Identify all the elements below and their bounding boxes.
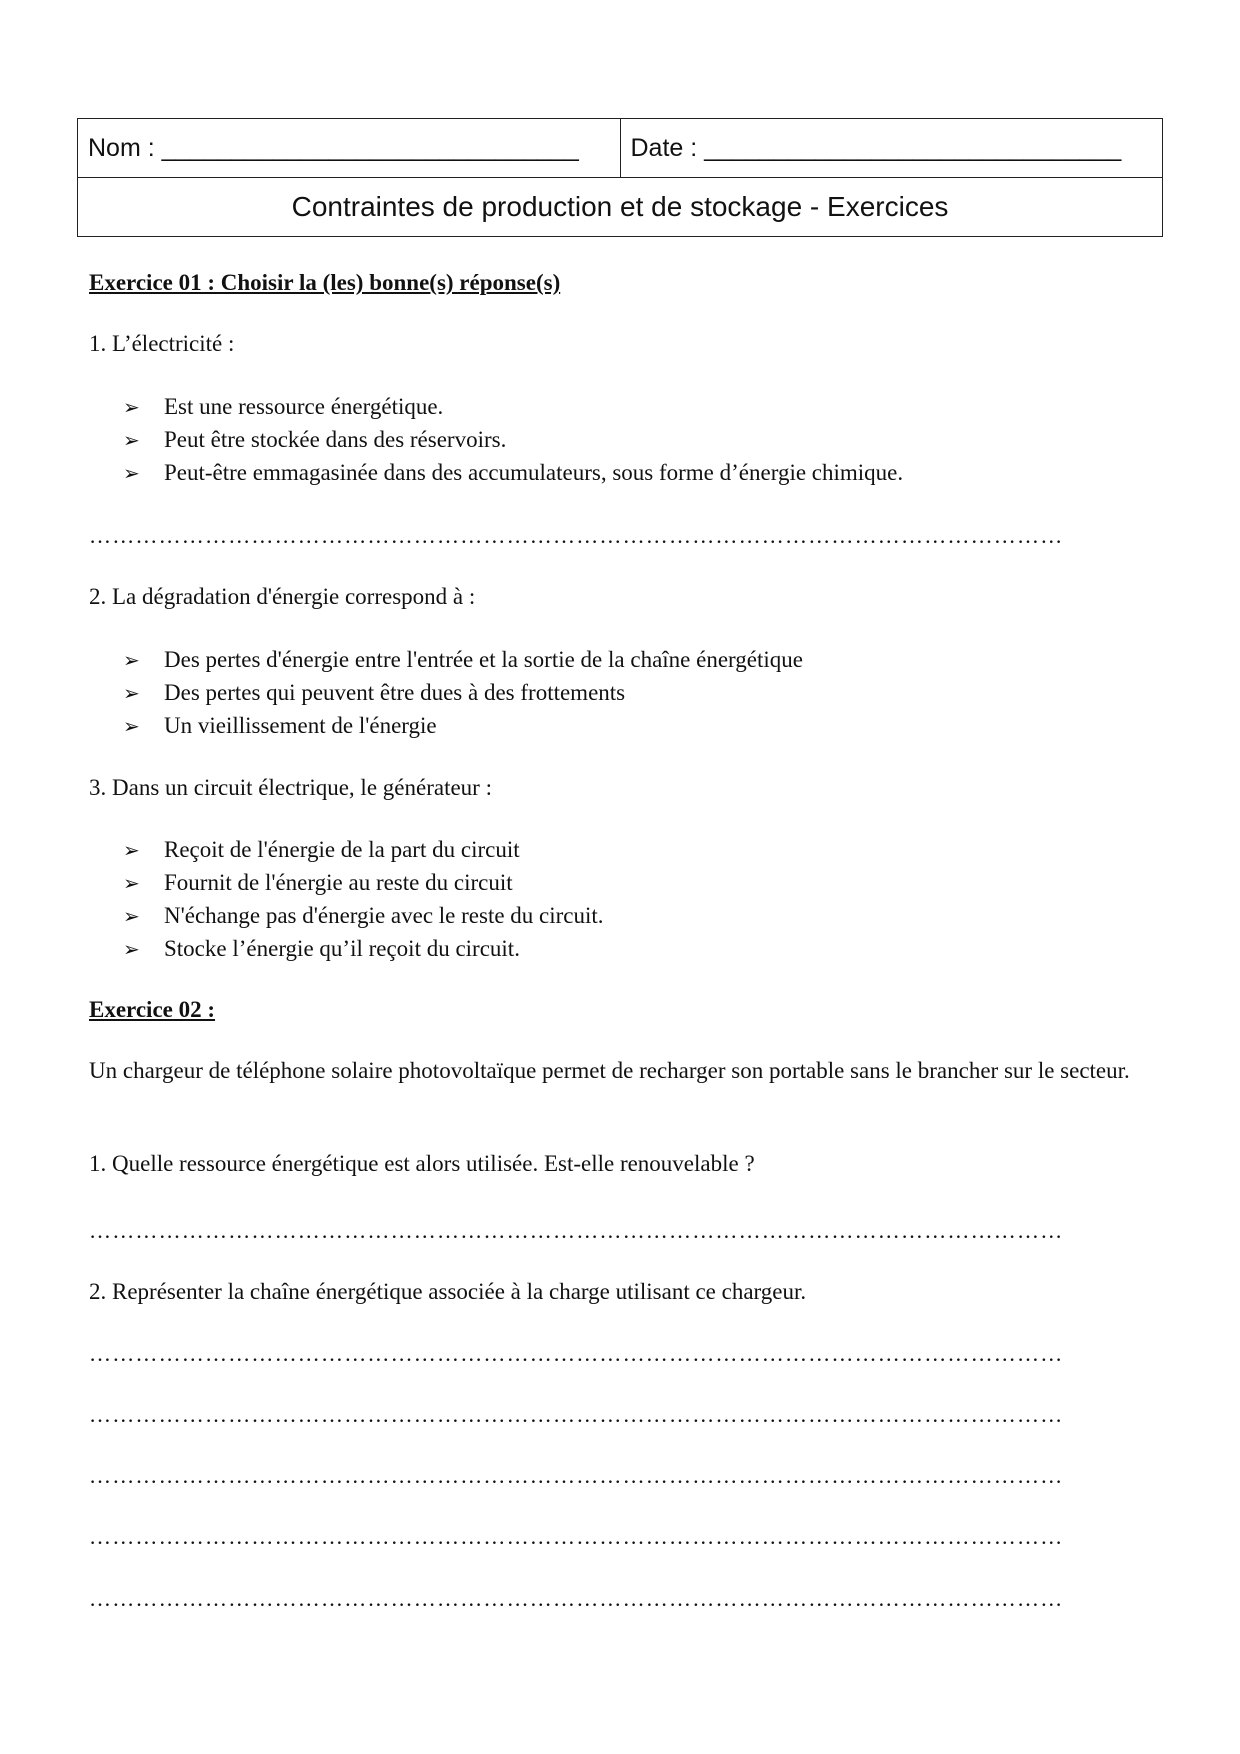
option-1-2-a[interactable]: Des pertes d'énergie entre l'entrée et la sortie de la chaîne énergétique: [164, 647, 803, 672]
header-table: [77, 118, 1163, 237]
option-1-1-a[interactable]: Est une ressource énergétique.: [164, 394, 444, 419]
question-1-1: 1. L’électricité :: [89, 331, 235, 356]
option-1-3-c[interactable]: N'échange pas d'énergie avec le reste du circuit.: [164, 903, 604, 928]
arrow-bullet-icon: ➢: [123, 650, 140, 672]
option-1-3-a[interactable]: Reçoit de l'énergie de la part du circuit: [164, 837, 520, 862]
answer-line[interactable]: ………………………………………………………………………………………………………………: [89, 1586, 1064, 1611]
answer-line[interactable]: ………………………………………………………………………………………………………………: [89, 1218, 1064, 1243]
question-2-1: 1. Quelle ressource énergétique est alors utilisée. Est-elle renouvelable ?: [89, 1151, 755, 1176]
arrow-bullet-icon: ➢: [123, 683, 140, 705]
arrow-bullet-icon: ➢: [123, 430, 140, 452]
question-1-2: 2. La dégradation d'énergie correspond à :: [89, 584, 476, 609]
name-field[interactable]: Nom : ______________________________: [78, 119, 621, 178]
arrow-bullet-icon: ➢: [123, 397, 140, 419]
exercise-1-heading: Exercice 01 : Choisir la (les) bonne(s) réponse(s): [89, 270, 561, 295]
option-1-2-c[interactable]: Un vieillissement de l'énergie: [164, 713, 437, 738]
answer-line[interactable]: ………………………………………………………………………………………………………………: [89, 523, 1064, 548]
arrow-bullet-icon: ➢: [123, 463, 140, 485]
option-1-3-d[interactable]: Stocke l’énergie qu’il reçoit du circuit.: [164, 936, 520, 961]
answer-line[interactable]: ………………………………………………………………………………………………………………: [89, 1341, 1064, 1366]
answer-line[interactable]: ………………………………………………………………………………………………………………: [89, 1524, 1064, 1549]
option-1-3-b[interactable]: Fournit de l'énergie au reste du circuit: [164, 870, 513, 895]
question-1-3: 3. Dans un circuit électrique, le générateur :: [89, 775, 492, 800]
date-field[interactable]: Date : ______________________________: [620, 119, 1163, 178]
arrow-bullet-icon: ➢: [123, 906, 140, 928]
option-1-1-c[interactable]: Peut-être emmagasinée dans des accumulateurs, sous forme d’énergie chimique.: [164, 460, 904, 485]
option-1-2-b[interactable]: Des pertes qui peuvent être dues à des frottements: [164, 680, 626, 705]
arrow-bullet-icon: ➢: [123, 939, 140, 961]
answer-line[interactable]: ………………………………………………………………………………………………………………: [89, 1402, 1064, 1427]
answer-line[interactable]: ………………………………………………………………………………………………………………: [89, 1463, 1064, 1488]
page-title: Contraintes de production et de stockage - Exercices: [78, 178, 1163, 237]
option-1-1-b[interactable]: Peut être stockée dans des réservoirs.: [164, 427, 507, 452]
exercise-2-intro: Un chargeur de téléphone solaire photovoltaïque permet de recharger son portable sans le brancher sur le secteur.: [89, 1058, 1130, 1083]
question-2-2: 2. Représenter la chaîne énergétique associée à la charge utilisant ce chargeur.: [89, 1279, 807, 1304]
arrow-bullet-icon: ➢: [123, 716, 140, 738]
exercise-2-heading: Exercice 02 :: [89, 997, 216, 1022]
arrow-bullet-icon: ➢: [123, 873, 140, 895]
arrow-bullet-icon: ➢: [123, 840, 140, 862]
